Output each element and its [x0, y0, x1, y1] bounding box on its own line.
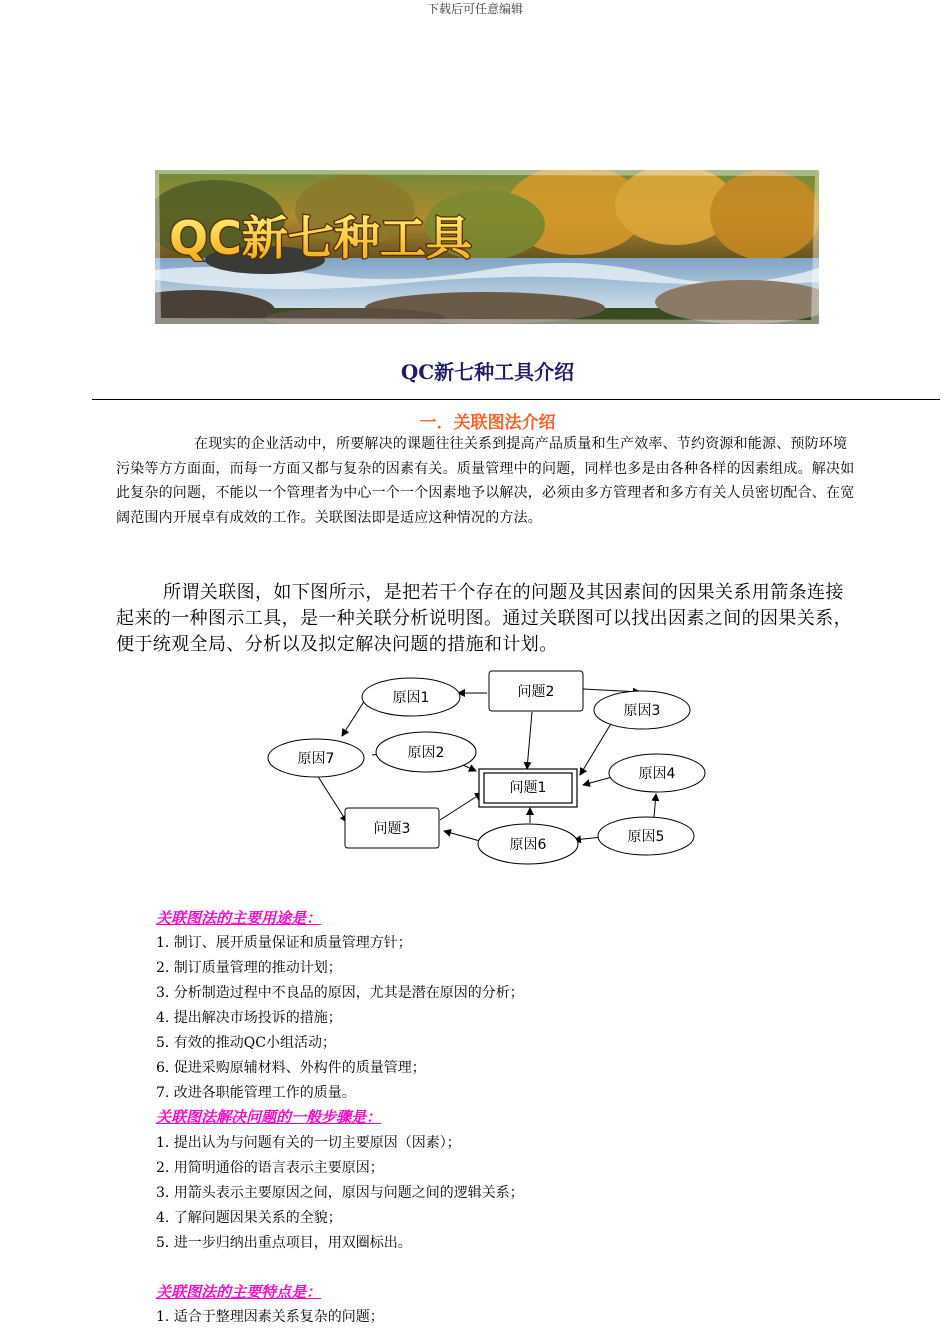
steps-item: 3. 用箭头表示主要原因之间，原因与问题之间的逻辑关系；: [156, 1185, 524, 1201]
node-cause4-label: 原因4: [638, 766, 676, 782]
node-problem3-label: 问题3: [373, 821, 411, 837]
uses-item: 1. 制订、展开质量保证和质量管理方针；: [156, 935, 412, 951]
intro-paragraph-text: 在现实的企业活动中，所要解决的课题往往关系到提高产品质量和生产效率、节约资源和能源、预防环境污染等方方面面，而每一方面又都与复杂的因素有关。质量管理中的问题，同样也多是由各种各样的因素组成。解决如此复杂的问题，不能以一个管理者为中心一个一个因素地予以解决，必须由多方管理者和多方有关人员密切配合、在宽阔范围内开展卓有成效的工作。关联图法即是适应这种情况的方法。: [116, 436, 855, 526]
node-cause5: [598, 817, 694, 855]
arrow-problem2-to-problem1: [527, 712, 532, 769]
arrow-problem3-to-problem1: [440, 793, 482, 820]
uses-item: 2. 制订质量管理的推动计划；: [156, 960, 342, 976]
uses-item: 4. 提出解决市场投诉的措施；: [156, 1010, 342, 1026]
arrow-cause3-to-problem1: [580, 722, 612, 775]
uses-item: 6. 促进采购原辅材料、外构件的质量管理；: [156, 1060, 426, 1076]
node-cause6-label: 原因6: [509, 837, 547, 853]
node-problem2: [489, 671, 583, 711]
node-problem1: [479, 769, 577, 807]
steps-item: 2. 用简明通俗的语言表示主要原因；: [156, 1160, 384, 1176]
steps-item: 1. 提出认为与问题有关的一切主要原因（因素）；: [156, 1135, 461, 1151]
arrow-cause5-to-cause4: [654, 794, 656, 817]
relation-diagram: [262, 665, 708, 870]
node-cause5-label: 原因5: [627, 829, 665, 845]
node-problem1-label: 问题1: [509, 780, 547, 796]
node-cause7-label: 原因7: [297, 751, 335, 767]
node-cause2: [376, 732, 476, 772]
features-item: 1. 适合于整理因素关系复杂的问题；: [156, 1309, 384, 1325]
intro-paragraph: [116, 432, 856, 530]
arrow-cause6-to-problem3: [444, 831, 480, 841]
document-title: QC新七种工具介绍: [400, 360, 575, 384]
uses-item: 5. 有效的推动QC小组活动；: [156, 1035, 336, 1051]
section-heading: 一．关联图法介绍: [419, 413, 556, 433]
watermark-text: 下载后可任意编辑: [426, 2, 523, 16]
node-problem3: [345, 808, 439, 848]
uses-heading: 关联图法的主要用途是：: [156, 909, 322, 927]
steps-item: 5. 进一步归纳出重点项目，用双圈标出。: [156, 1235, 412, 1251]
node-cause4: [609, 754, 705, 792]
steps-heading: 关联图法解决问题的一般步骤是：: [156, 1108, 382, 1126]
definition-paragraph: [116, 580, 861, 658]
uses-item: 3. 分析制造过程中不良品的原因，尤其是潜在原因的分析；: [156, 985, 524, 1001]
node-problem2-label: 问题2: [517, 684, 555, 700]
definition-paragraph-text: 所谓关联图，如下图所示，是把若干个存在的问题及其因素间的因果关系用箭条连接起来的一种图示工具，是一种关联分析说明图。通过关联图可以找出因素之间的因果关系，便于统观全局、分析以及拟定解决问题的措施和计划。: [116, 582, 852, 655]
node-cause3-label: 原因3: [623, 703, 661, 719]
steps-item: 4. 了解问题因果关系的全貌；: [156, 1210, 342, 1226]
node-cause1: [362, 678, 460, 716]
arrow-cause7-to-problem3: [317, 775, 347, 822]
banner-title: QC新七种工具: [169, 211, 472, 265]
node-cause3: [594, 691, 690, 729]
node-cause1-label: 原因1: [392, 690, 430, 706]
arrow-cause4-to-problem1: [583, 777, 612, 785]
node-cause7: [268, 739, 364, 777]
features-heading: 关联图法的主要特点是：: [156, 1283, 322, 1301]
node-cause6: [478, 824, 578, 864]
banner-image: [155, 170, 819, 324]
uses-item: 7. 改进各职能管理工作的质量。: [156, 1085, 356, 1101]
node-cause2-label: 原因2: [407, 745, 445, 761]
arrow-cause1-to-cause7: [342, 700, 365, 736]
title-divider: [92, 399, 940, 400]
